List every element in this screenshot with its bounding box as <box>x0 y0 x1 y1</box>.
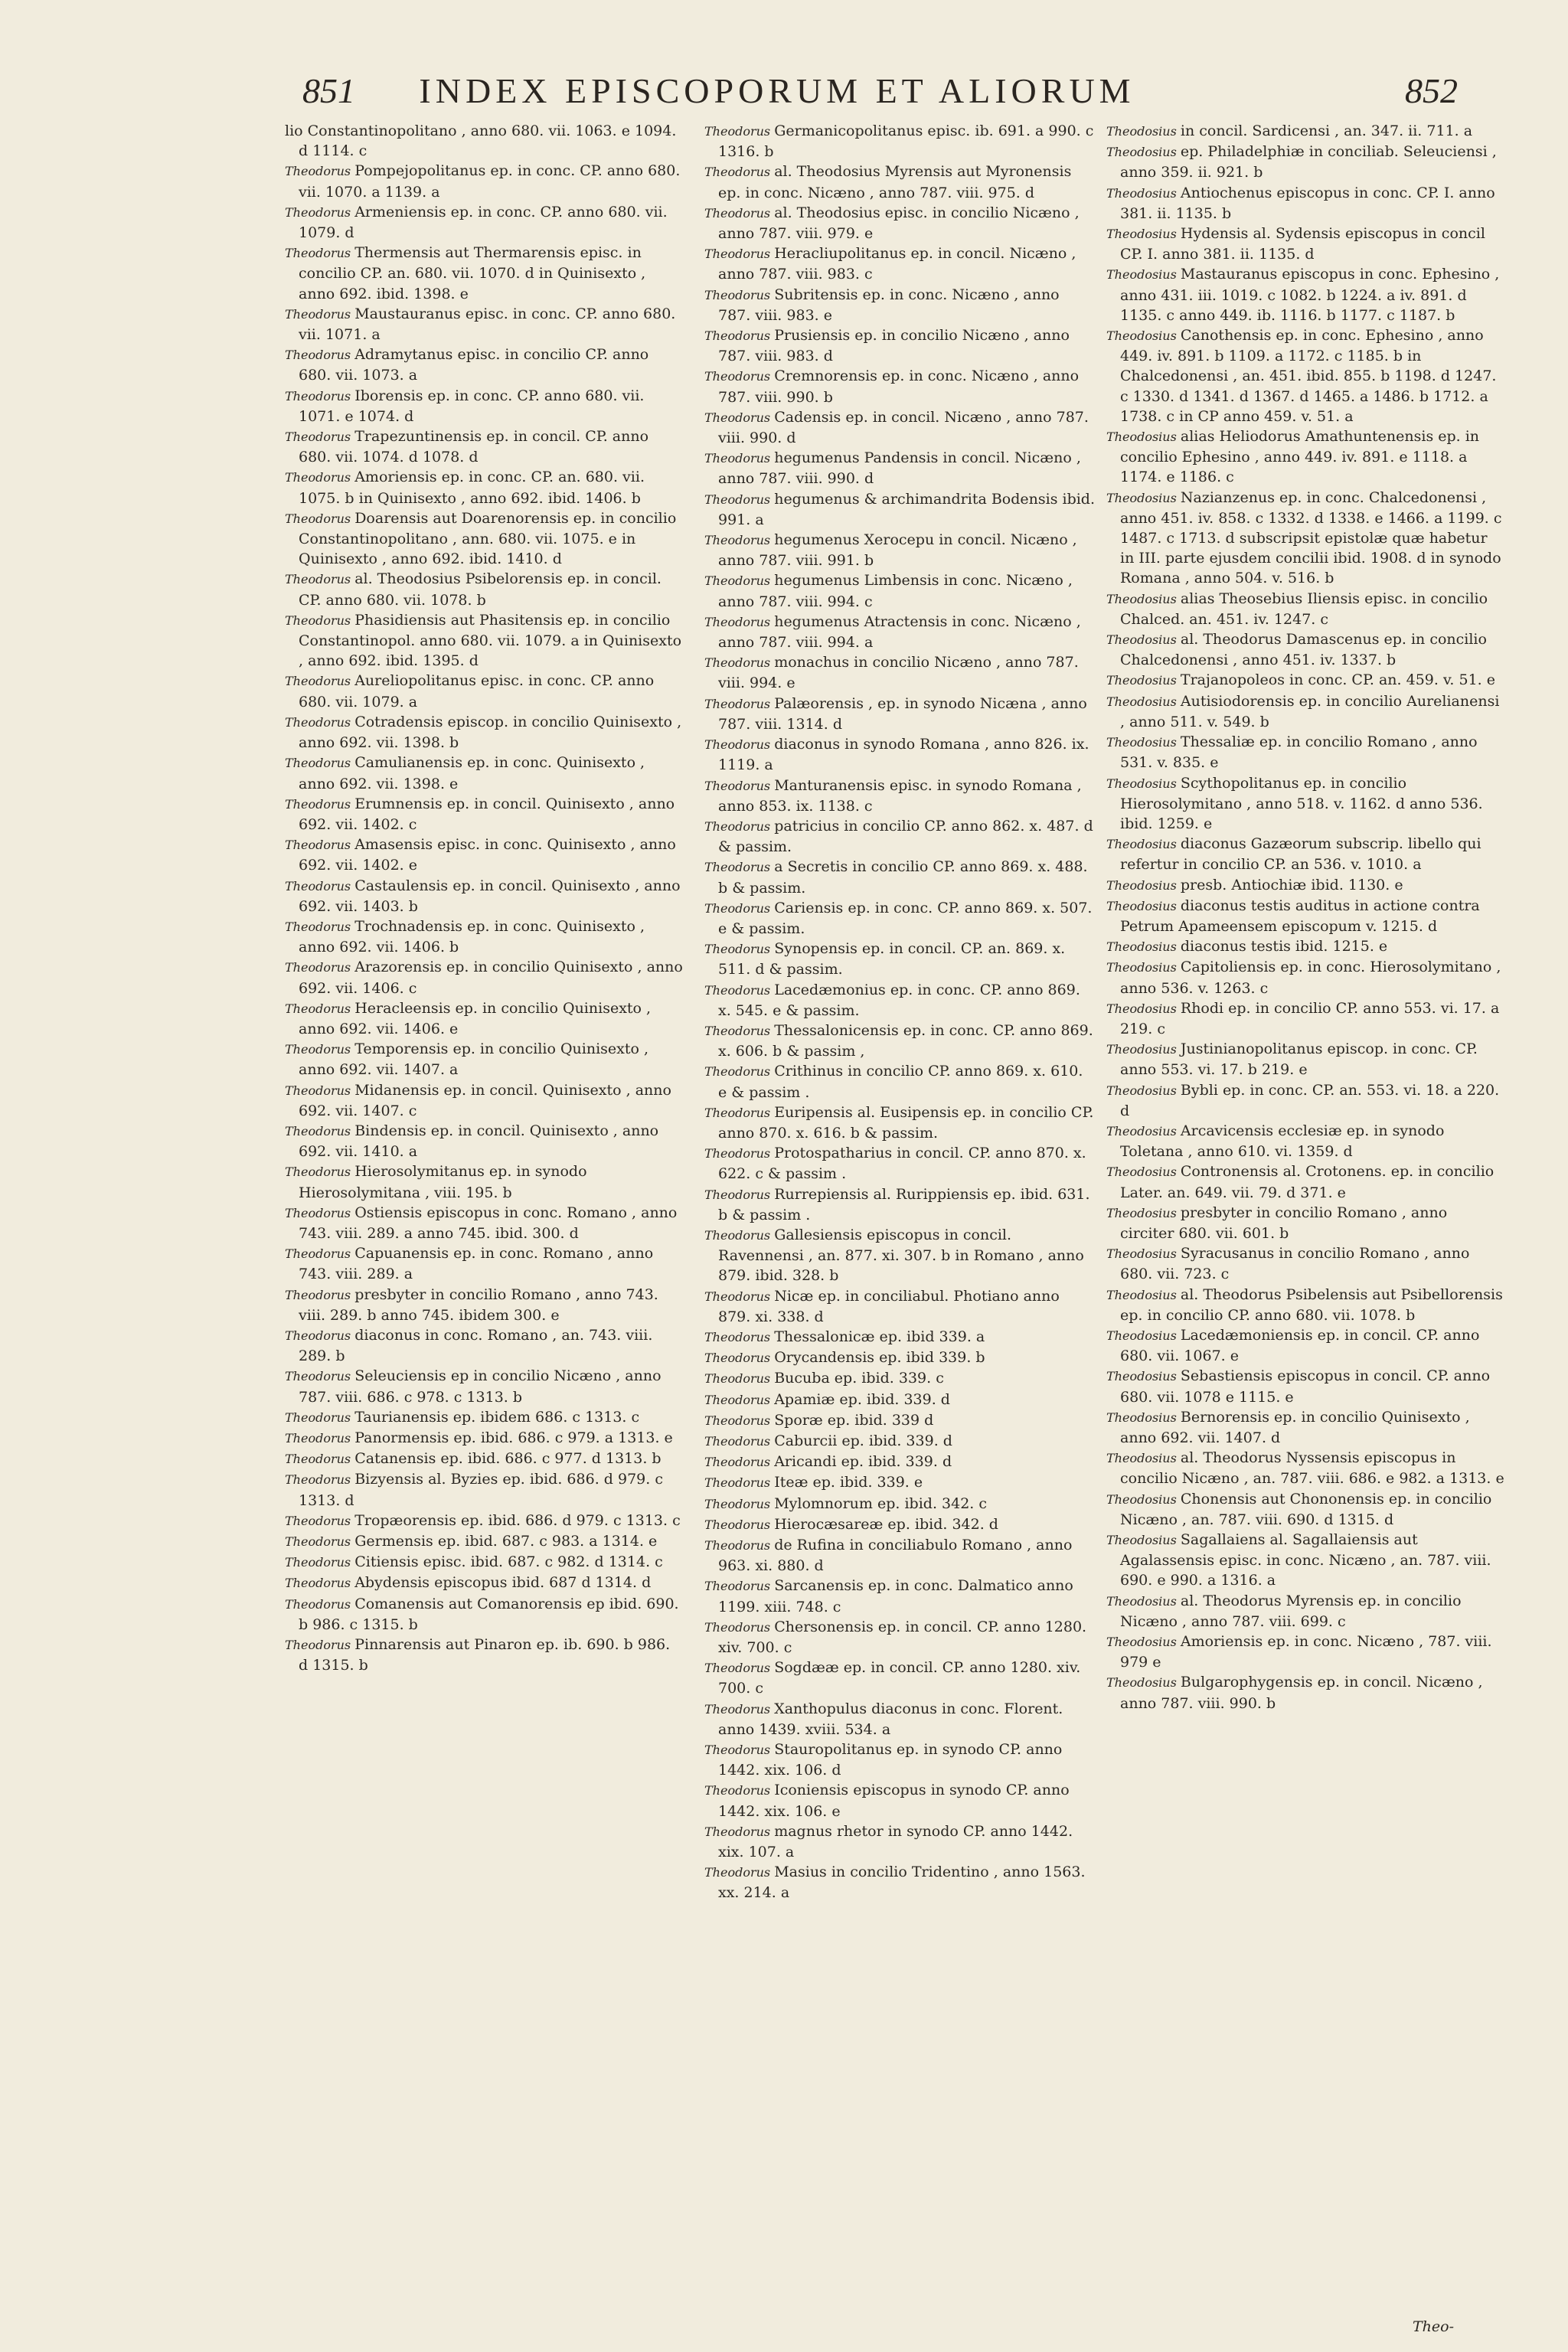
index-entry: Theodosius diaconus testis ibid. 1215. e <box>1106 938 1388 956</box>
index-entry: Theodorus Catanensis ep. ibid. 686. c 977. d 1313. b <box>285 1450 662 1468</box>
index-entry: Theodorus Crithinus in concilio CP. anno 869. x. 610. e & passim . <box>704 1063 1083 1101</box>
index-entry: Theodorus Prusiensis ep. in concilio Nicæno , anno 787. viii. 983. d <box>704 327 1070 365</box>
index-entry: Theodorus Hierosolymitanus ep. in synodo Hierosolymitana , viii. 195. b <box>285 1163 587 1201</box>
index-entry: Theodorus Ostiensis episcopus in conc. Romano , anno 743. viii. 289. a anno 745. ibid. 300. d <box>285 1204 678 1242</box>
index-entry: Theodorus Maustauranus episc. in conc. CP. anno 680. vii. 1071. a <box>285 305 676 344</box>
index-entry: Theodorus al. Theodosius Psibelorensis ep. in concil. CP. anno 680. vii. 1078. b <box>285 570 662 609</box>
index-entry: Theodorus presbyter in concilio Romano , anno 743. viii. 289. b anno 745. ibidem 300. e <box>285 1285 658 1324</box>
index-entry: Theodorus Cadensis ep. in concil. Nicæno , anno 787. viii. 990. d <box>704 408 1089 447</box>
index-entry: Theodorus Nicæ ep. in conciliabul. Photiano anno 879. xi. 338. d <box>704 1287 1060 1325</box>
index-entry: Theodosius Contronensis al. Crotonens. ep. in concilio Later. an. 649. vii. 79. d 371. e <box>1106 1163 1494 1201</box>
index-entry: Theodorus Iconiensis episcopus in synodo CP. anno 1442. xix. 106. e <box>704 1782 1070 1820</box>
index-entry: Theodorus Arazorensis ep. in concilio Quinisexto , anno 692. vii. 1406. c <box>285 959 683 997</box>
index-entry: Theodorus Thessalonicensis ep. in conc. CP. anno 869. x. 606. b & passim , <box>704 1021 1093 1060</box>
index-entry: Theodorus monachus in concilio Nicæno , anno 787. viii. 994. e <box>704 654 1079 692</box>
index-entry: Theodorus Amoriensis ep. in conc. CP. an. 680. vii. 1075. b in Quinisexto , anno 692. ibid. 1406. b <box>285 469 645 507</box>
index-entry: Theodorus Manturanensis episc. in synodo Romana , anno 853. ix. 1138. c <box>704 776 1082 815</box>
index-entry: Theodosius diaconus testis auditus in actione contra Petrum Apameensem episcopum v. 1215. d <box>1106 897 1480 935</box>
page-number-right: 852 <box>1405 71 1458 110</box>
index-entry: Theodosius in concil. Sardicensi , an. 347. ii. 711. a <box>1106 122 1473 139</box>
index-entry: Theodorus Sporæ ep. ibid. 339 d <box>704 1411 934 1429</box>
index-entry: Theodorus Synopensis ep. in concil. CP. an. 869. x. 511. d & passim. <box>704 940 1066 978</box>
index-entry: Theodosius Sagallaiens al. Sagallaiensis aut Agalassensis episc. in conc. Nicæno , an. 787. viii. 690. e 990. a 1316. a <box>1106 1531 1491 1589</box>
index-entry: Theodorus Chersonensis ep. in concil. CP. anno 1280. xiv. 700. c <box>704 1618 1087 1657</box>
index-entry: Theodosius Bybli ep. in conc. CP. an. 553. vi. 18. a 220. d <box>1106 1081 1500 1119</box>
index-entry: Theodorus Aureliopolitanus episc. in conc. CP. anno 680. vii. 1079. a <box>285 672 655 710</box>
catchword: Theo- <box>1413 2318 1455 2335</box>
index-entry: Theodorus Subritensis ep. in conc. Nicæno , anno 787. viii. 983. e <box>704 286 1060 324</box>
index-entry: Theodorus Cotradensis episcop. in concilio Quinisexto , anno 692. vii. 1398. b <box>285 713 682 752</box>
index-entry: Theodosius al. Theodorus Nyssensis episcopus in concilio Nicæno , an. 787. viii. 686. e 982. a 1313. e <box>1106 1449 1504 1488</box>
index-entry: Theodorus Masius in concilio Tridentino , anno 1563. xx. 214. a <box>704 1864 1086 1902</box>
index-entry: Theodorus Bucuba ep. ibid. 339. c <box>704 1370 944 1387</box>
index-entry: Theodorus al. Theodosius Myrensis aut Myronensis ep. in conc. Nicæno , anno 787. viii. 975. d <box>704 163 1072 201</box>
index-entry: Theodorus Panormensis ep. ibid. 686. c 979. a 1313. e <box>285 1429 673 1446</box>
index-entry: Theodorus Bizyensis al. Byzies ep. ibid. 686. d 979. c 1313. d <box>285 1471 663 1509</box>
index-entry: Theodorus hegumenus Limbensis in conc. Nicæno , anno 787. viii. 994. c <box>704 572 1073 610</box>
index-entry: Theodosius Trajanopoleos in conc. CP. an. 459. v. 51. e <box>1106 671 1496 689</box>
index-entry: Theodorus hegumenus & archimandrita Bodensis ibid. 991. a <box>704 490 1096 528</box>
index-entry: Theodorus Midanensis ep. in concil. Quinisexto , anno 692. vii. 1407. c <box>285 1081 671 1119</box>
index-entry: Theodosius Autisiodorensis ep. in concilio Aurelianensi , anno 511. v. 549. b <box>1106 692 1500 730</box>
index-entry: Theodosius Bulgarophygensis ep. in concil. Nicæno , anno 787. viii. 990. b <box>1106 1674 1483 1712</box>
index-entry: Theodorus Doarensis aut Doarenorensis ep. in concilio Constantinopolitano , ann. 680. vii. 1075. e in Quinisexto , anno 692. ibid. 1410. d <box>285 509 677 568</box>
index-entry: Theodorus Camulianensis ep. in conc. Quinisexto , anno 692. vii. 1398. e <box>285 754 645 792</box>
index-entry: Theodorus Comanensis aut Comanorensis ep ibid. 690. b 986. c 1315. b <box>285 1595 679 1633</box>
index-entry: Theodorus Bindensis ep. in concil. Quinisexto , anno 692. vii. 1410. a <box>285 1122 659 1161</box>
index-entry: Theodosius Thessaliæ ep. in concilio Romano , anno 531. v. 835. e <box>1106 733 1478 772</box>
index-entry: Theodorus al. Theodosius episc. in concilio Nicæno , anno 787. viii. 979. e <box>704 204 1080 243</box>
index-entry: Theodorus Orycandensis ep. ibid 339. b <box>704 1349 985 1367</box>
index-entry: Theodosius Bernorensis ep. in concilio Quinisexto , anno 692. vii. 1407. d <box>1106 1408 1470 1446</box>
index-entry: Theodosius Nazianzenus ep. in conc. Chalcedonensi , anno 451. iv. 858. c 1332. d 1338. e 1466. a 1199. c 1487. c 1713. d subscripsit epistolæ quæ habetur in III. parte ejusdem concilii ibid. 1908. d in synodo Romana , anno 504. v. 516. b <box>1106 488 1502 587</box>
index-entry: Theodorus Heracliupolitanus ep. in concil. Nicæno , anno 787. viii. 983. c <box>704 245 1076 283</box>
index-entry: Theodorus Iborensis ep. in conc. CP. anno 680. vii. 1071. e 1074. d <box>285 387 645 425</box>
index-entry: Theodosius Canothensis ep. in conc. Ephesino , anno 449. iv. 891. b 1109. a 1172. c 1185. b in Chalcedonensi , an. 451. ibid. 855. b 1198. d 1247. c 1330. d 1341. d 1367. d 1465. a 1486. b 1712. a 1738. c in CP anno 459. v. 51. a <box>1106 327 1497 425</box>
index-entry: Theodosius Lacedæmoniensis ep. in concil. CP. anno 680. vii. 1067. e <box>1106 1326 1480 1365</box>
index-entry: Theodosius diaconus Gazæorum subscrip. libello qui refertur in concilio CP. an 536. v. 1010. a <box>1106 835 1481 874</box>
index-entry: Theodorus hegumenus Xerocepu in concil. Nicæno , anno 787. viii. 991. b <box>704 531 1077 570</box>
index-entry: Theodorus Capuanensis ep. in conc. Romano , anno 743. viii. 289. a <box>285 1245 654 1283</box>
page-number-left: 851 <box>302 71 355 110</box>
index-entry: Theodorus Cariensis ep. in conc. CP. anno 869. x. 507. e & passim. <box>704 899 1093 937</box>
index-entry: Theodosius Justinianopolitanus episcop. in conc. CP. anno 553. vi. 17. b 219. e <box>1106 1040 1478 1079</box>
index-entry: Theodorus Germanicopolitanus episc. ib. 691. a 990. c 1316. b <box>704 122 1094 161</box>
index-entry: Theodosius Antiochenus episcopus in conc. CP. I. anno 381. ii. 1135. b <box>1106 184 1495 222</box>
index-entry: Theodosius Sebastiensis episcopus in concil. CP. anno 680. vii. 1078 e 1115. e <box>1106 1367 1491 1406</box>
index-entry: Theodorus Abydensis episcopus ibid. 687 d 1314. d <box>285 1574 652 1592</box>
index-entry: Theodorus hegumenus Pandensis in concil. Nicæno , anno 787. viii. 990. d <box>704 449 1081 488</box>
index-entry: Theodosius al. Theodorus Psibelensis aut Psibellorensis ep. in concilio CP. anno 680. vii. 1078. b <box>1106 1285 1503 1324</box>
index-entry: Theodosius Hydensis al. Sydensis episcopus in concil CP. I. anno 381. ii. 1135. d <box>1106 225 1485 263</box>
index-entry: lio Constantinopolitano , anno 680. vii. 1063. e 1094. d 1114. c <box>285 122 677 160</box>
index-entry: Theodorus Phasidiensis aut Phasitensis ep. in concilio Constantinopol. anno 680. vii. 1079. a in Quinisexto , anno 692. ibid. 1395. d <box>285 611 682 670</box>
index-entry: Theodorus Thessalonicæ ep. ibid 339. a <box>704 1328 985 1345</box>
index-entry: Theodorus Palæorensis , ep. in synodo Nicæna , anno 787. viii. 1314. d <box>704 694 1087 733</box>
index-column-3 <box>1106 121 1504 1713</box>
index-entry: Theodosius alias Theosebius Iliensis episc. in concilio Chalced. an. 451. iv. 1247. c <box>1106 590 1488 628</box>
index-entry: Theodorus Stauropolitanus ep. in synodo CP. anno 1442. xix. 106. d <box>704 1741 1063 1779</box>
index-entry: Theodorus Temporensis ep. in concilio Quinisexto , anno 692. vii. 1407. a <box>285 1040 649 1079</box>
index-entry: Theodorus Caburcii ep. ibid. 339. d <box>704 1432 952 1449</box>
index-entry: Theodorus Amasensis episc. in conc. Quinisexto , anno 692. vii. 1402. e <box>285 836 676 874</box>
index-entry: Theodorus Rurrepiensis al. Rurippiensis ep. ibid. 631. b & passim . <box>704 1185 1090 1223</box>
index-entry: Theodosius Syracusanus in concilio Romano , anno 680. vii. 723. c <box>1106 1245 1470 1283</box>
index-entry: Theodorus diaconus in conc. Romano , an. 743. viii. 289. b <box>285 1326 653 1365</box>
index-entry: Theodorus Euripensis al. Eusipensis ep. in concilio CP. anno 870. x. 616. b & passim. <box>704 1103 1094 1142</box>
index-entry: Theodorus Armeniensis ep. in conc. CP. anno 680. vii. 1079. d <box>285 203 668 242</box>
index-entry: Theodorus Erumnensis ep. in concil. Quinisexto , anno 692. vii. 1402. c <box>285 795 675 833</box>
index-entry: Theodorus Thermensis aut Thermarensis episc. in concilio CP. an. 680. vii. 1070. d in Quinisexto , anno 692. ibid. 1398. e <box>285 244 646 302</box>
index-entry: Theodorus Germensis ep. ibid. 687. c 983. a 1314. e <box>285 1533 658 1550</box>
index-entry: Theodorus Heracleensis ep. in concilio Quinisexto , anno 692. vii. 1406. e <box>285 999 652 1037</box>
index-entry: Theodorus Protospatharius in concil. CP. anno 870. x. 622. c & passim . <box>704 1145 1086 1183</box>
index-entry: Theodorus diaconus in synodo Romana , anno 826. ix. 1119. a <box>704 736 1089 774</box>
index-entry: Theodosius ep. Philadelphiæ in conciliab. Seleuciensi , anno 359. ii. 921. b <box>1106 143 1497 181</box>
index-column-1 <box>285 121 683 1675</box>
index-entry: Theodorus de Rufina in conciliabulo Romano , anno 963. xi. 880. d <box>704 1537 1073 1575</box>
index-entry: Theodorus Sarcanensis ep. in conc. Dalmatico anno 1199. xiii. 748. c <box>704 1577 1073 1615</box>
index-entry: Theodosius Rhodi ep. in concilio CP. anno 553. vi. 17. a 219. c <box>1106 999 1500 1037</box>
running-title: INDEX EPISCOPORUM ET ALIORUM <box>419 71 1135 110</box>
index-entry: Theodorus hegumenus Atractensis in conc. Nicæno , anno 787. viii. 994. a <box>704 612 1081 652</box>
index-entry: Theodorus Pompejopolitanus ep. in conc. CP. anno 680. vii. 1070. a 1139. a <box>285 162 681 201</box>
index-entry: Theodosius Amoriensis ep. in conc. Nicæno , 787. viii. 979 e <box>1106 1633 1492 1671</box>
index-entry: Theodorus Seleuciensis ep in concilio Nicæno , anno 787. viii. 686. c 978. c 1313. b <box>285 1367 662 1406</box>
index-entry: Theodorus Pinnarensis aut Pinaron ep. ib. 690. b 986. d 1315. b <box>285 1636 671 1674</box>
index-entry: Theodorus Taurianensis ep. ibidem 686. c 1313. c <box>285 1408 640 1426</box>
index-entry: Theodorus Cremnorensis ep. in conc. Nicæno , anno 787. viii. 990. b <box>704 368 1080 406</box>
index-entry: Theodorus Citiensis episc. ibid. 687. c 982. d 1314. c <box>285 1553 663 1571</box>
index-entry: Theodosius al. Theodorus Damascenus ep. in concilio Chalcedonensi , anno 451. iv. 1337. b <box>1106 631 1487 669</box>
index-entry: Theodosius Mastauranus episcopus in conc. Ephesino , anno 431. iii. 1019. c 1082. b 1224. a iv. 891. d 1135. c anno 449. ib. 1116. b 1177. c 1187. b <box>1106 266 1500 324</box>
index-entry: Theodosius Scythopolitanus ep. in concilio Hierosolymitano , anno 518. v. 1162. d anno 536. ibid. 1259. e <box>1106 774 1483 832</box>
index-entry: Theodosius presb. Antiochiæ ibid. 1130. e <box>1106 876 1403 893</box>
index-entry: Theodorus Xanthopulus diaconus in conc. Florent. anno 1439. xviii. 534. a <box>704 1700 1063 1738</box>
index-entry: Theodorus Gallesiensis episcopus in concil. Ravennensi , an. 877. xi. 307. b in Romano , anno 879. ibid. 328. b <box>704 1226 1084 1285</box>
index-entry: Theodorus Adramytanus episc. in concilio CP. anno 680. vii. 1073. a <box>285 346 649 384</box>
index-entry: Theodosius alias Heliodorus Amathuntenensis ep. in concilio Ephesino , anno 449. iv. 891. e 1118. a 1174. e 1186. c <box>1106 428 1480 486</box>
index-entry: Theodorus patricius in concilio CP. anno 862. x. 487. d & passim. <box>704 817 1093 856</box>
index-entry: Theodorus Trochnadensis ep. in conc. Quinisexto , anno 692. vii. 1406. b <box>285 917 645 956</box>
index-entry: Theodorus Mylomnorum ep. ibid. 342. c <box>704 1494 988 1512</box>
index-entry: Theodorus Trapezuntinensis ep. in concil. CP. anno 680. vii. 1074. d 1078. d <box>285 428 649 466</box>
index-entry: Theodosius al. Theodorus Myrensis ep. in concilio Nicæno , anno 787. viii. 699. c <box>1106 1592 1462 1630</box>
index-entry: Theodorus Lacedæmonius ep. in conc. CP. anno 869. x. 545. e & passim. <box>704 981 1080 1019</box>
index-entry: Theodorus magnus rhetor in synodo CP. anno 1442. xix. 107. a <box>704 1822 1073 1861</box>
index-entry: Theodorus Iteæ ep. ibid. 339. e <box>704 1474 923 1491</box>
index-entry: Theodorus Sogdææ ep. in concil. CP. anno 1280. xiv. 700. c <box>704 1659 1081 1697</box>
index-entry: Theodosius presbyter in concilio Romano , anno circiter 680. vii. 601. b <box>1106 1204 1448 1242</box>
index-entry: Theodosius Capitoliensis ep. in conc. Hierosolymitano , anno 536. v. 1263. c <box>1106 959 1501 997</box>
index-entry: Theodorus a Secretis in concilio CP. anno 869. x. 488. b & passim. <box>704 858 1088 897</box>
index-entry: Theodorus Apamiæ ep. ibid. 339. d <box>704 1390 950 1408</box>
index-entry: Theodosius Arcavicensis ecclesiæ ep. in synodo Toletana , anno 610. vi. 1359. d <box>1106 1122 1445 1161</box>
index-entry: Theodorus Hierocæsareæ ep. ibid. 342. d <box>704 1515 998 1533</box>
index-column-2 <box>704 121 1095 1903</box>
index-entry: Theodorus Tropæorensis ep. ibid. 686. d 979. c 1313. c <box>285 1511 681 1529</box>
index-entry: Theodorus Castaulensis ep. in concil. Quinisexto , anno 692. vii. 1403. b <box>285 877 681 915</box>
index-entry: Theodosius Chonensis aut Chononensis ep. in concilio Nicæno , an. 787. viii. 690. d 1315. d <box>1106 1490 1492 1528</box>
index-entry: Theodorus Aricandi ep. ibid. 339. d <box>704 1453 952 1471</box>
